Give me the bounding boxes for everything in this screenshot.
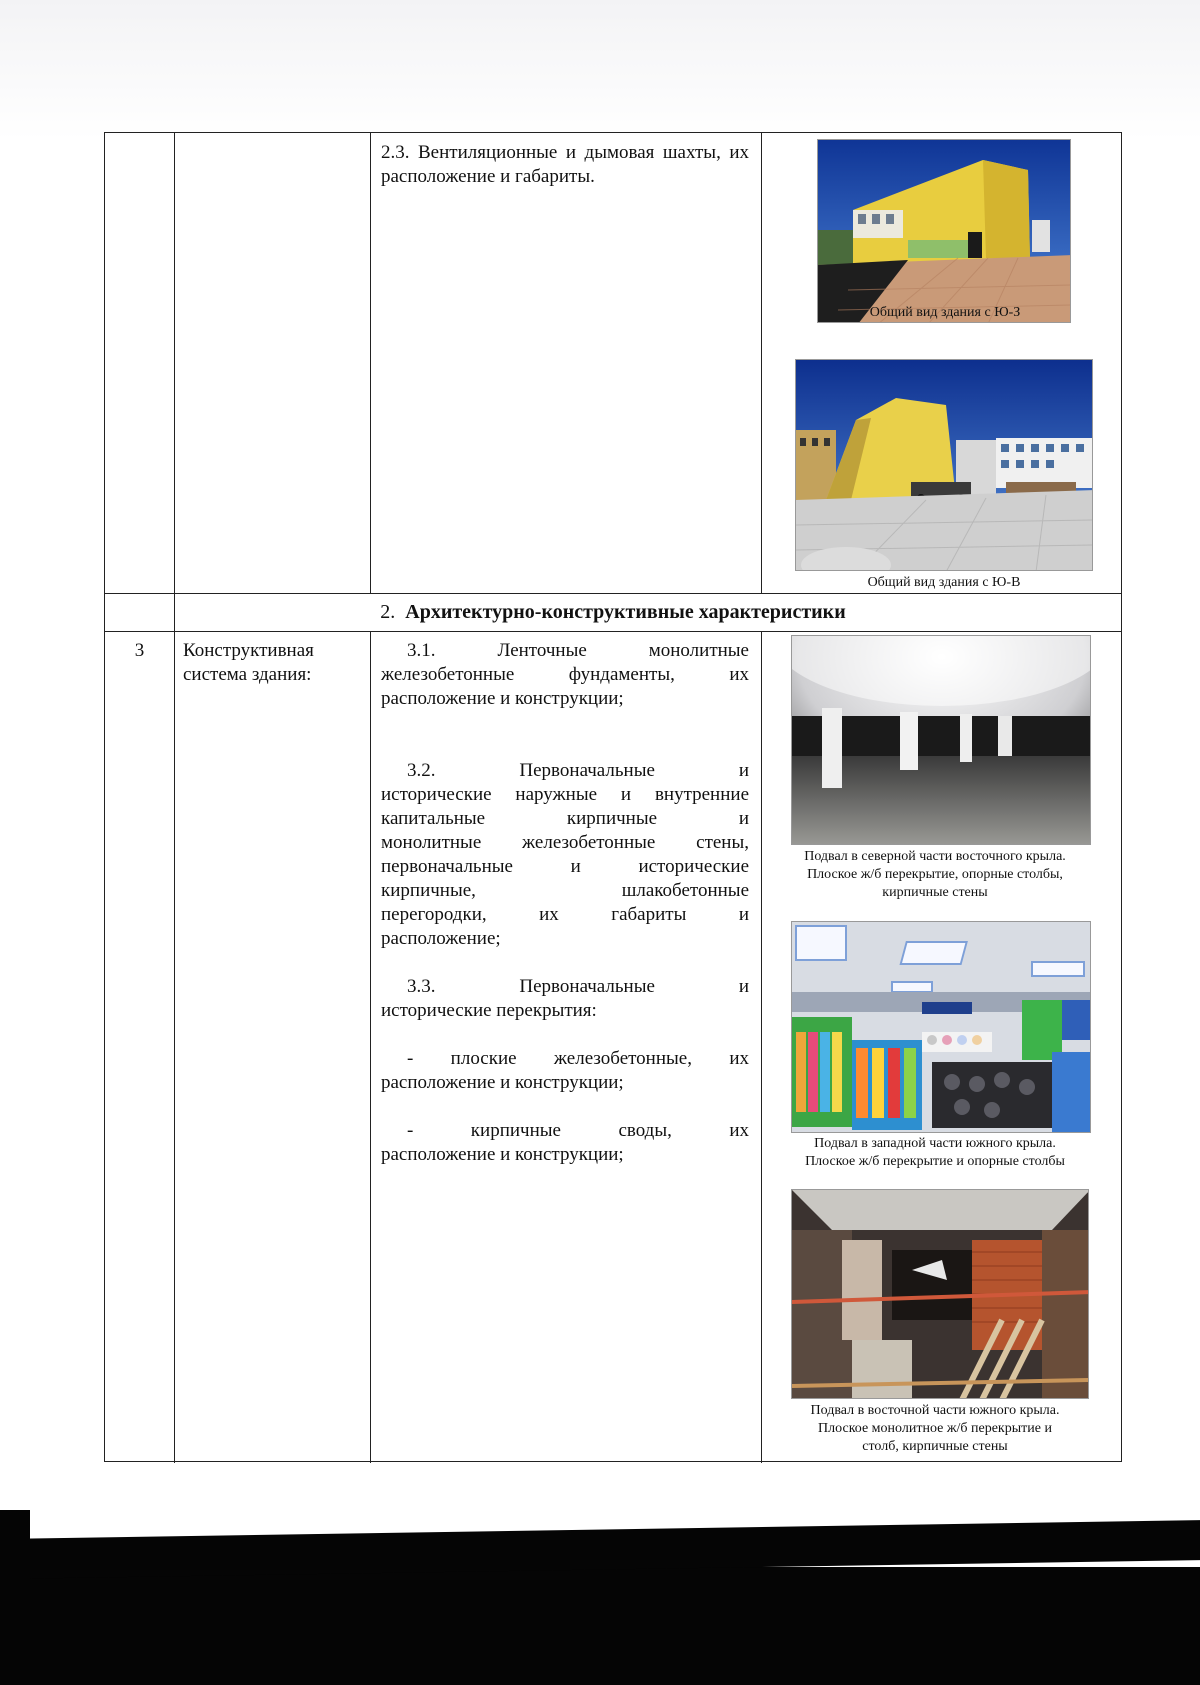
scan-dark-edge: [0, 1510, 30, 1685]
item-line: железобетонные фундаменты, их: [381, 664, 749, 685]
building-southwest-image: [818, 140, 1071, 323]
basement-north-image: [792, 636, 1091, 845]
item-line: - плоские железобетонные, их: [407, 1048, 749, 1069]
basement-west-store-image: [792, 922, 1091, 1133]
item-line: 3.3. Первоначальные и: [407, 976, 749, 997]
column-divider: [370, 133, 371, 593]
caption-line: Подвал в восточной части южного крыла.: [810, 1403, 1060, 1418]
photo-caption: [765, 1402, 1105, 1456]
item-line: расположение и конструкции;: [381, 1144, 624, 1165]
photo-caption: [765, 1135, 1105, 1171]
caption-line: Плоское ж/б перекрытие и опорные столбы: [805, 1154, 1065, 1169]
photo-caption: Общий вид здания с Ю-З: [869, 305, 1021, 320]
row-name-line: Конструктивная: [183, 640, 314, 661]
item-3-2: [381, 759, 749, 951]
basement-west-store-photo: [791, 921, 1091, 1133]
item-3-1: [381, 639, 749, 711]
building-southeast-image: [796, 360, 1093, 571]
row-divider: [105, 631, 1121, 632]
document-table: [104, 132, 1122, 1462]
caption-line: Подвал в западной части южного крыла.: [814, 1136, 1056, 1151]
section-number: 2.: [380, 601, 396, 623]
ventilation-text: 2.3. Вентиляционные и дымовая шахты, их расположение и габариты.: [381, 142, 749, 187]
item-line: капитальные кирпичные и: [381, 808, 749, 829]
scan-background: [0, 0, 1200, 140]
item-line: исторические наружные и внутренние: [381, 784, 749, 805]
caption-line: Подвал в северной части восточного крыла.: [804, 849, 1066, 864]
item-line: расположение;: [381, 928, 501, 949]
photo-caption: Общий вид здания с Ю-В: [867, 575, 1021, 590]
caption-line: Плоское монолитное ж/б перекрытие и: [818, 1421, 1052, 1436]
caption-line: столб, кирпичные стены: [862, 1439, 1008, 1454]
section-heading: [105, 599, 1121, 625]
row-number: 3: [134, 640, 145, 661]
item-line: расположение и конструкции;: [381, 1072, 624, 1093]
item-brick-vaults: [381, 1119, 749, 1167]
ventilation-item-text: [381, 141, 749, 189]
item-line: исторические перекрытия:: [381, 1000, 597, 1021]
row-name: [183, 639, 363, 687]
row-name-line: система здания:: [183, 664, 312, 685]
item-line: расположение и конструкции;: [381, 688, 624, 709]
column-divider: [761, 631, 762, 1463]
row-divider: [105, 593, 1121, 594]
column-divider: [761, 133, 762, 593]
item-line: 3.1. Ленточные монолитные: [407, 640, 749, 661]
basement-east-photo: [791, 1189, 1089, 1399]
structure-items: [381, 639, 749, 1167]
photo-caption: [765, 848, 1105, 902]
item-line: - кирпичные своды, их: [407, 1120, 749, 1141]
item-line: перегородки, их габариты и: [381, 904, 749, 925]
building-southeast-photo: [795, 359, 1093, 571]
scan-dark-band: [0, 1567, 1200, 1685]
basement-north-photo: [791, 635, 1091, 845]
item-flat-slabs: [381, 1047, 749, 1095]
column-divider: [174, 133, 175, 1463]
item-line: монолитные железобетонные стены,: [381, 832, 749, 853]
item-3-3: [381, 975, 749, 1023]
item-line: 3.2. Первоначальные и: [407, 760, 749, 781]
column-divider: [370, 631, 371, 1463]
section-title: Архитектурно-конструктивные характеристики: [405, 601, 846, 623]
item-line: кирпичные, шлакобетонные: [381, 880, 749, 901]
caption-line: кирпичные стены: [882, 885, 988, 900]
building-southwest-photo: [817, 139, 1071, 323]
basement-east-image: [792, 1190, 1089, 1399]
item-line: первоначальные и исторические: [381, 856, 749, 877]
caption-line: Плоское ж/б перекрытие, опорные столбы,: [807, 867, 1063, 882]
